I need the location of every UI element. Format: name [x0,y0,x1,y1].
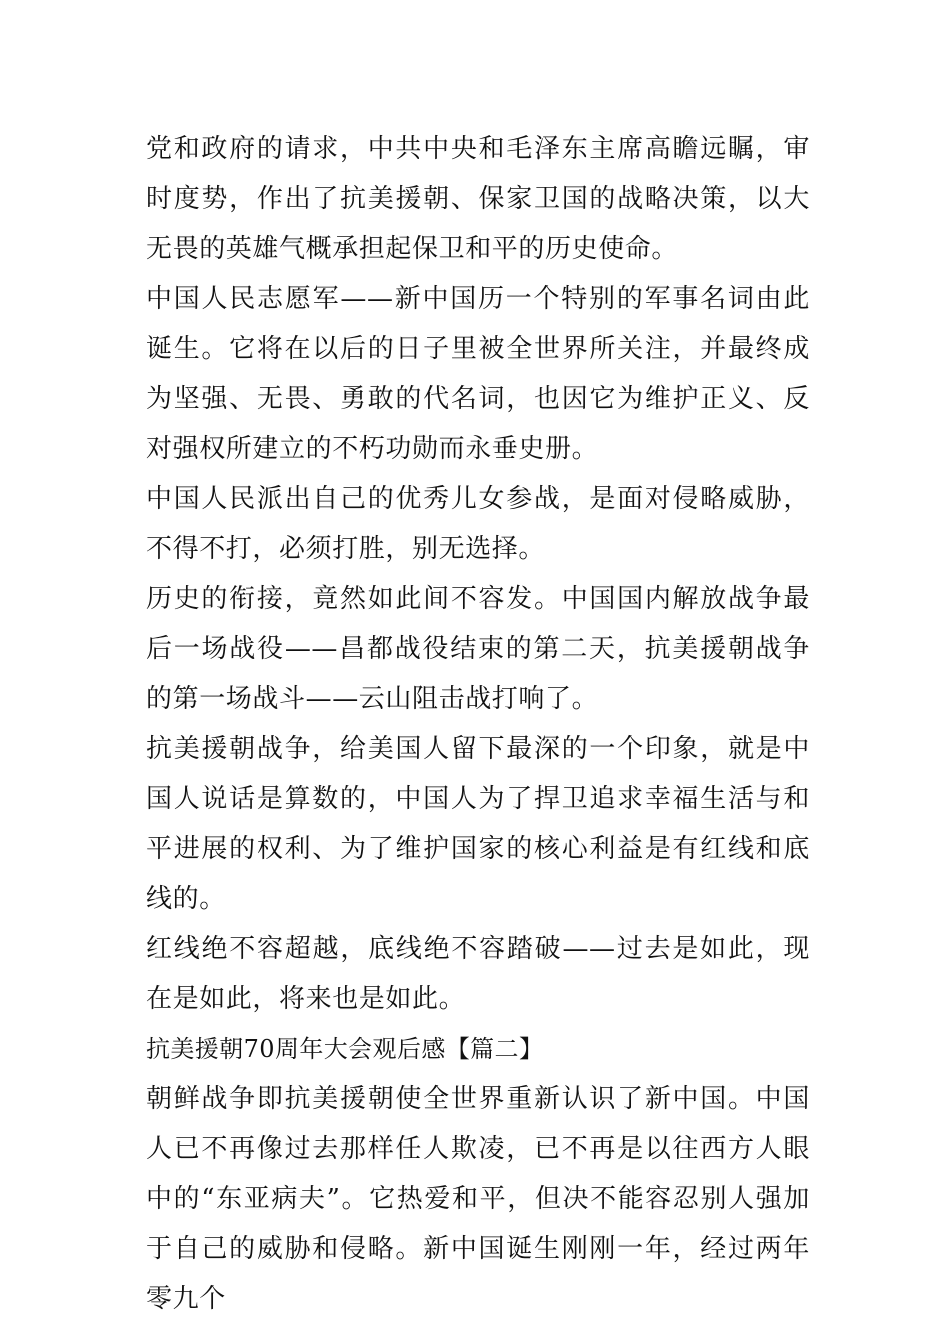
paragraph-5: 抗美援朝战争，给美国人留下最深的一个印象，就是中国人说话是算数的，中国人为了捍卫追求幸福生活与和平进展的权利、为了维护国家的核心利益是有红线和底线的。 [146,734,810,914]
paragraph-3: 中国人民派出自己的优秀儿女参战，是面对侵略威胁，不得不打，必须打胜，别无选择。 [146,484,810,564]
paragraph-2: 中国人民志愿军——新中国历一个特别的军事名词由此诞生。它将在以后的日子里被全世界所关注，并最终成为坚强、无畏、勇敢的代名词，也因它为维护正义、反对强权所建立的不朽功勋而永垂史册。 [146,284,810,464]
document-body [146,124,810,1324]
paragraph-4: 历史的衔接，竟然如此间不容发。中国国内解放战争最后一场战役——昌都战役结束的第二天，抗美援朝战争的第一场战斗——云山阻击战打响了。 [146,584,810,714]
paragraph-7: 朝鲜战争即抗美援朝使全世界重新认识了新中国。中国人已不再像过去那样任人欺凌，已不再是以往西方人眼中的“东亚病夫”。它热爱和平，但决不能容忍别人强加于自己的威胁和侵略。新中国诞生刚刚一年，经过两年零九个 [146,1084,810,1314]
paragraph-1: 党和政府的请求，中共中央和毛泽东主席高瞻远瞩，审时度势，作出了抗美援朝、保家卫国的战略决策，以大无畏的英雄气概承担起保卫和平的历史使命。 [146,134,810,264]
paragraph-6: 红线绝不容超越，底线绝不容踏破——过去是如此，现在是如此，将来也是如此。 [146,934,810,1014]
section-heading: 抗美援朝70周年大会观后感【篇二】 [146,1035,544,1063]
